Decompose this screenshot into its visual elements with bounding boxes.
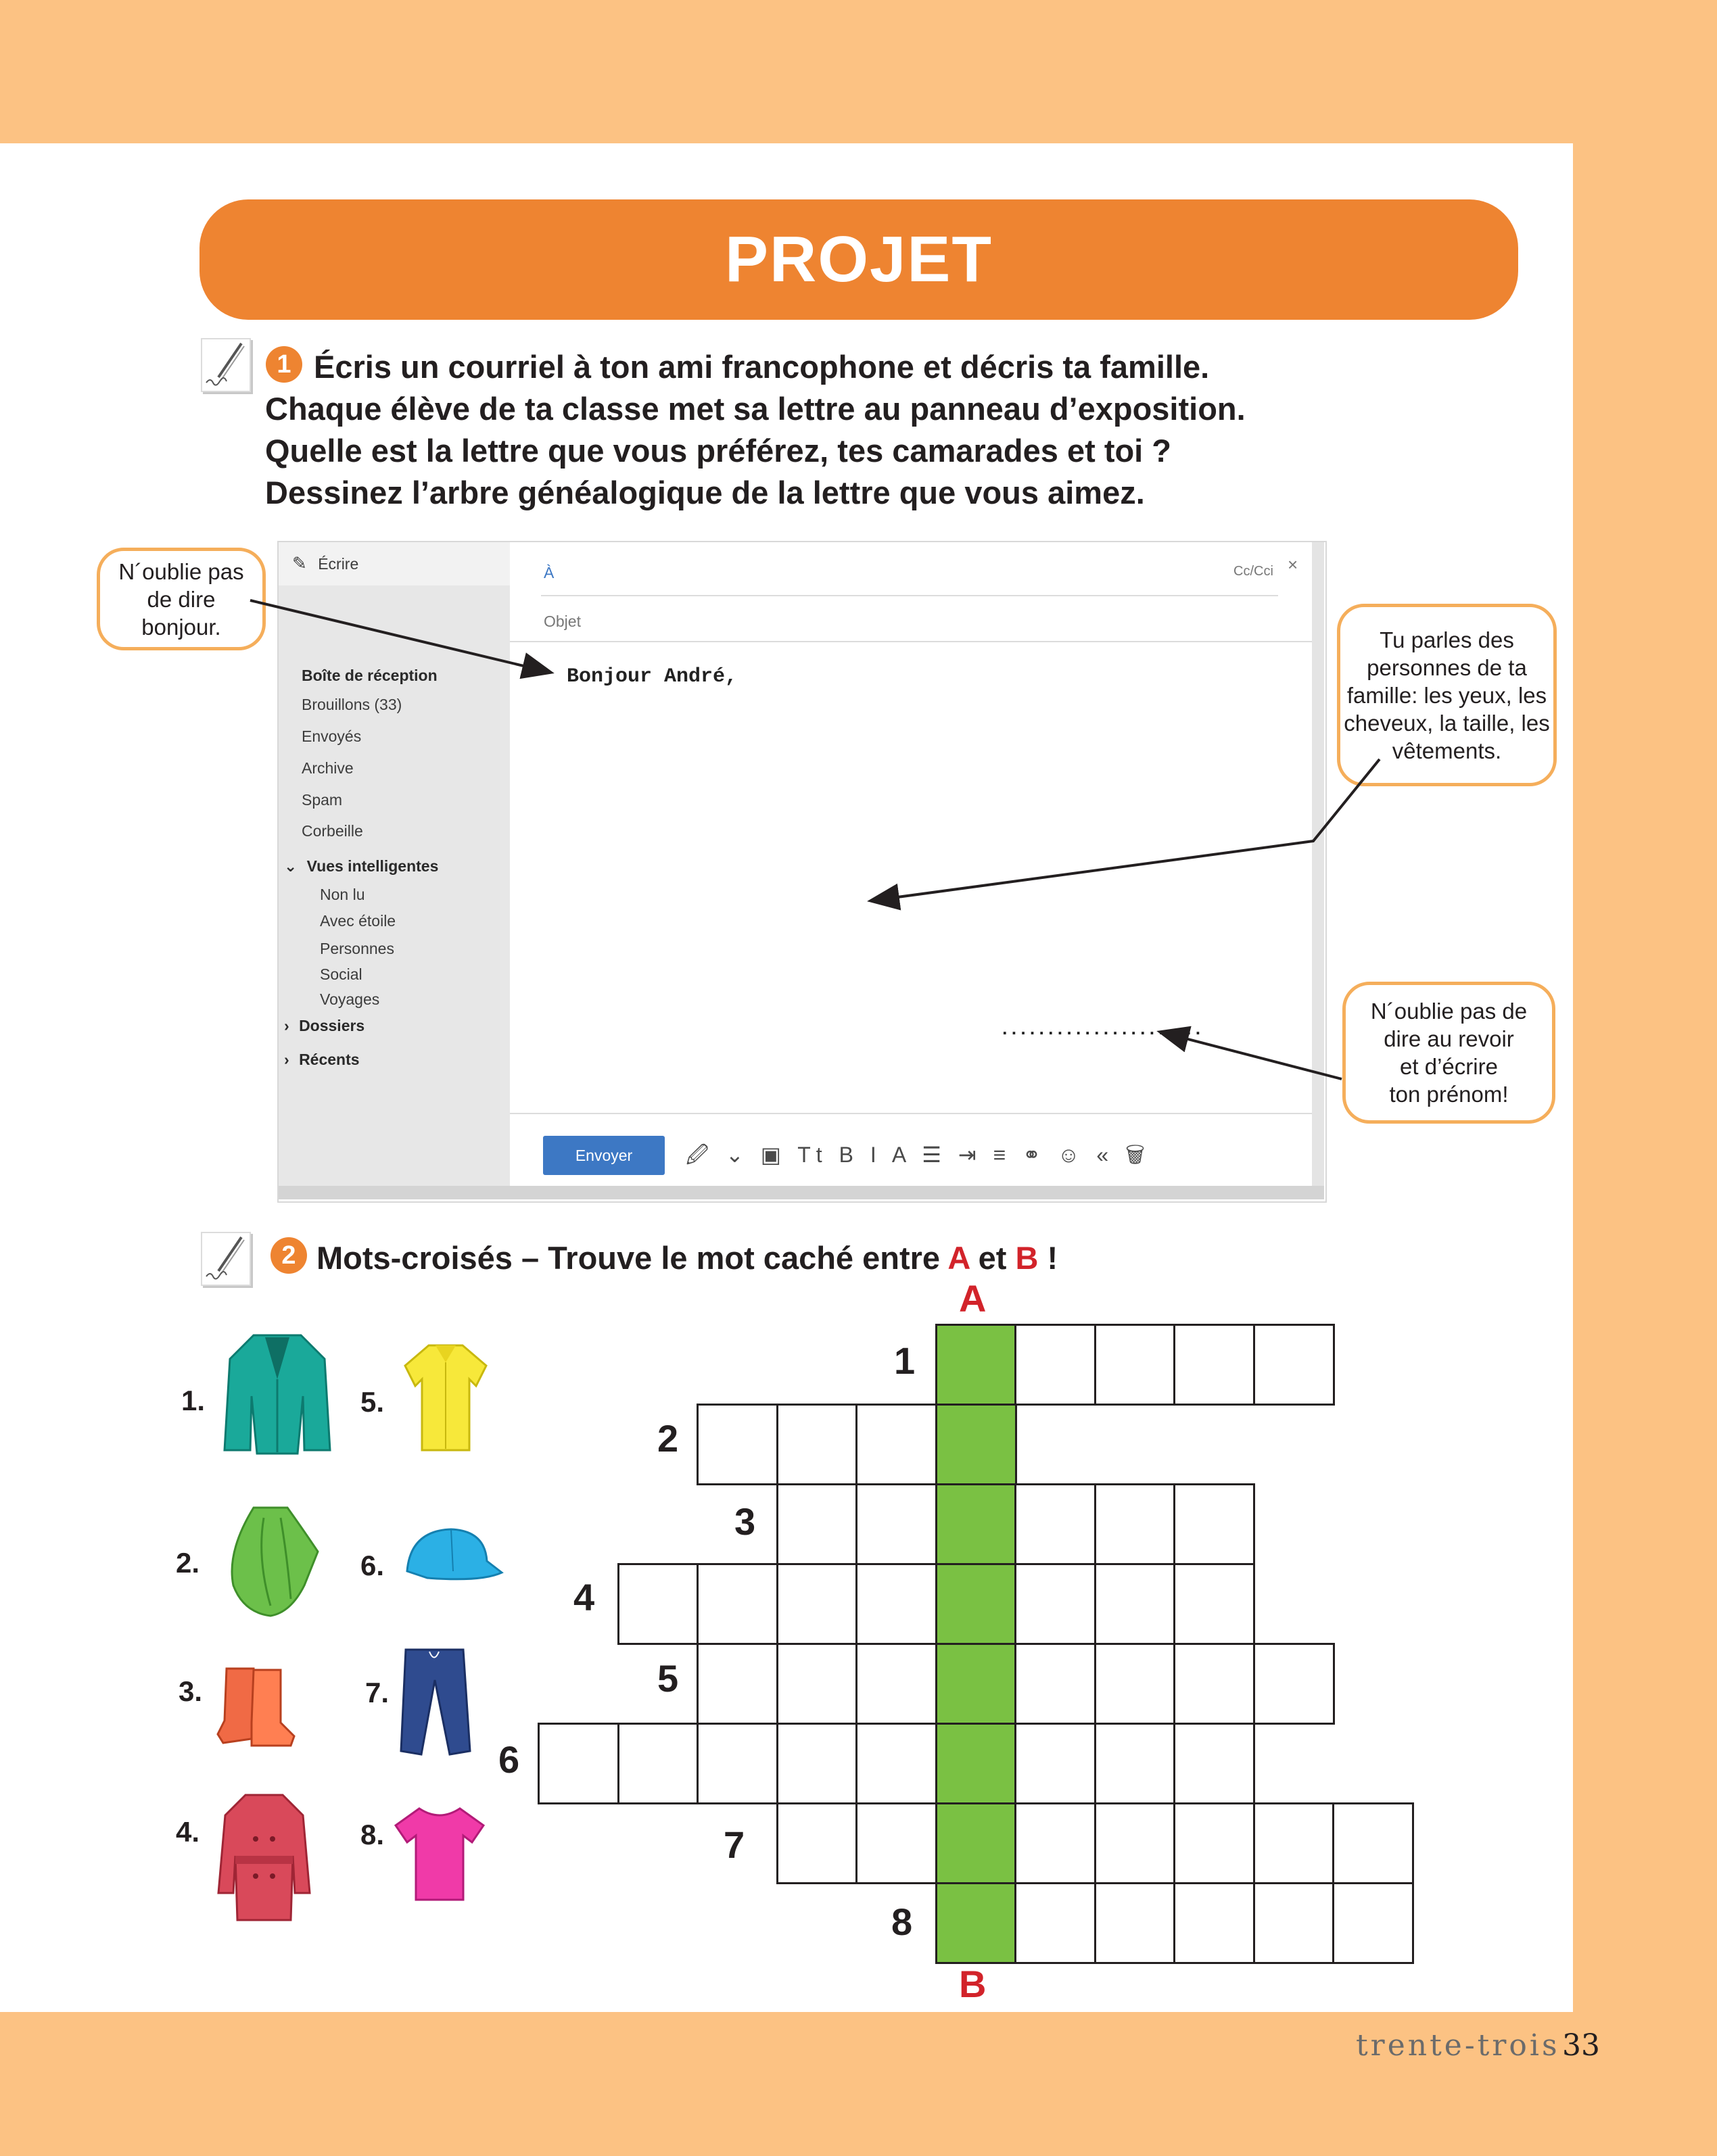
clue-number-4: 4. [176, 1816, 200, 1848]
crossword-hidden-word-cell[interactable] [935, 1324, 1017, 1406]
crossword-hidden-word-cell[interactable] [935, 1483, 1017, 1565]
crossword-cell[interactable] [776, 1723, 858, 1804]
sidebar-item-spam[interactable]: Spam [302, 791, 343, 809]
crossword-cell[interactable] [1173, 1563, 1255, 1645]
exercise-1-number: 1 [266, 346, 302, 383]
callout-describe-line-4: cheveux, la taille, les [1344, 710, 1550, 736]
cap-icon [400, 1524, 505, 1585]
callout-bye-line-1: N´oublie pas de [1370, 999, 1528, 1024]
smart-views-label: Vues intelligentes [306, 857, 439, 875]
coat-icon [215, 1792, 313, 1923]
tshirt-icon [392, 1805, 487, 1903]
sidebar-item-people[interactable]: Personnes [320, 940, 394, 957]
crossword-cell[interactable] [1253, 1882, 1335, 1964]
crossword-cell[interactable] [776, 1643, 858, 1725]
crossword-cell[interactable] [697, 1723, 778, 1804]
subject-field[interactable]: Objet [544, 613, 581, 630]
crossword-cell[interactable] [1094, 1723, 1176, 1804]
exercise-2-number: 2 [271, 1237, 307, 1274]
chevron-down-icon: ⌄ [284, 857, 298, 875]
clue-number-2: 2. [176, 1547, 200, 1579]
email-signoff[interactable]: ...................... [999, 1020, 1202, 1040]
crossword-cell[interactable] [855, 1802, 937, 1884]
clue-number-1: 1. [181, 1385, 206, 1416]
folders-label: Dossiers [299, 1017, 365, 1034]
exercise-1-line-2: Chaque élève de ta classe met sa lettre au panneau d’exposition. [265, 391, 1246, 427]
crossword-marker-b: B [959, 1963, 987, 2005]
sidebar-item-sent[interactable]: Envoyés [302, 727, 362, 745]
crossword-cell[interactable] [1173, 1882, 1255, 1964]
crossword-cell[interactable] [855, 1563, 937, 1645]
crossword-row-label-1: 1 [894, 1339, 916, 1382]
crossword-cell[interactable] [697, 1563, 778, 1645]
close-icon[interactable]: × [1288, 554, 1298, 575]
crossword-cell[interactable] [855, 1643, 937, 1725]
letter-a: A [947, 1240, 970, 1276]
sidebar-item-drafts[interactable]: Brouillons (33) [302, 696, 402, 713]
pencil-edit-icon: ✎ [292, 553, 307, 573]
arrow-to-body [872, 759, 1380, 901]
page-title: PROJET [724, 223, 993, 295]
crossword-row-label-2: 2 [657, 1417, 679, 1460]
to-label[interactable]: À [544, 564, 555, 581]
crossword-cell[interactable] [1173, 1483, 1255, 1565]
crossword-row-label-6: 6 [498, 1738, 520, 1781]
crossword-cell[interactable] [697, 1404, 778, 1485]
crossword-row-label-8: 8 [891, 1900, 913, 1943]
exercise-2-title-text: Mots-croisés – Trouve le mot caché entre [316, 1240, 948, 1276]
footer-page-number: 33 [1562, 2028, 1600, 2063]
clue-number-8: 8. [360, 1819, 385, 1850]
cc-label[interactable]: Cc/Cci [1233, 564, 1273, 579]
sidebar-item-travel[interactable]: Voyages [320, 990, 380, 1008]
email-greeting[interactable]: Bonjour André, [567, 665, 738, 688]
crossword-row-label-5: 5 [657, 1657, 679, 1700]
crossword-cell[interactable] [1332, 1802, 1414, 1884]
crossword-row-label-4: 4 [573, 1576, 595, 1619]
compose-label: Écrire [318, 555, 359, 573]
crossword-cell[interactable] [1014, 1563, 1096, 1645]
crossword-cell[interactable] [1014, 1882, 1096, 1964]
crossword-cell[interactable] [1173, 1643, 1255, 1725]
crossword-cell[interactable] [1014, 1723, 1096, 1804]
exercise-2-title [316, 1237, 1058, 1279]
callout-bye-line-3: et d’écrire [1400, 1054, 1498, 1079]
crossword-cell[interactable] [855, 1404, 937, 1485]
crossword-cell[interactable] [1014, 1324, 1096, 1406]
recent-label: Récents [299, 1051, 360, 1068]
footer-page-word: trente-trois [1356, 2028, 1560, 2063]
boots-icon [210, 1663, 301, 1751]
exercise-1-line-4: Dessinez l’arbre généalogique de la lettre que vous aimez. [265, 475, 1145, 510]
callout-hello-line-1: N´oublie pas [118, 558, 244, 584]
crossword-cell[interactable] [1332, 1882, 1414, 1964]
clue-number-7: 7. [365, 1677, 390, 1708]
crossword-cell[interactable] [1253, 1643, 1335, 1725]
crossword-cell[interactable] [697, 1643, 778, 1725]
arrow-to-signoff [1162, 1032, 1342, 1079]
shirt-icon [402, 1342, 490, 1454]
crossword-cell[interactable] [1173, 1802, 1255, 1884]
callout-describe-line-3: famille: les yeux, les [1346, 682, 1547, 708]
clue-number-5: 5. [360, 1386, 385, 1418]
callout-bye-line-4: ton prénom! [1389, 1082, 1509, 1107]
jacket-icon [223, 1332, 331, 1457]
crossword-hidden-word-cell[interactable] [935, 1404, 1017, 1485]
crossword-cell[interactable] [1014, 1802, 1096, 1884]
crossword-marker-a: A [959, 1277, 987, 1320]
crossword-cell[interactable] [776, 1483, 858, 1565]
clue-number-3: 3. [179, 1675, 203, 1707]
chevron-right-icon: › [284, 1017, 289, 1034]
crossword-cell[interactable] [855, 1723, 937, 1804]
crossword-cell[interactable] [1094, 1483, 1176, 1565]
callout-hello-line-2: de dire [147, 586, 216, 612]
crossword-hidden-word-cell[interactable] [935, 1563, 1017, 1645]
skirt-icon [223, 1504, 321, 1619]
exercise-1-line-3: Quelle est la lettre que vous préférez, tes camarades et toi ? [265, 433, 1172, 469]
letter-b: B [1015, 1240, 1039, 1276]
exercise-1-line-1: Écris un courriel à ton ami francophone et décris ta famille. [314, 349, 1210, 385]
sidebar-item-trash[interactable]: Corbeille [302, 822, 363, 840]
crossword-row-label-7: 7 [724, 1823, 745, 1866]
crossword-cell[interactable] [1173, 1324, 1255, 1406]
clue-number-6: 6. [360, 1550, 385, 1581]
crossword-cell[interactable] [855, 1483, 937, 1565]
callout-bye-line-2: dire au revoir [1384, 1026, 1514, 1051]
crossword-cell[interactable] [776, 1404, 858, 1485]
sidebar-item-archive[interactable]: Archive [302, 759, 354, 777]
crossword-cell[interactable] [617, 1723, 699, 1804]
send-button[interactable]: Envoyer [543, 1136, 665, 1175]
crossword-hidden-word-cell[interactable] [935, 1723, 1017, 1804]
crossword-cell[interactable] [1253, 1324, 1335, 1406]
crossword-hidden-word-cell[interactable] [935, 1643, 1017, 1725]
callout-describe-line-1: Tu parles des [1380, 627, 1514, 652]
crossword-hidden-word-cell[interactable] [935, 1802, 1017, 1884]
crossword-cell[interactable] [1094, 1802, 1176, 1884]
exercise-2-title-end: ! [1038, 1240, 1058, 1276]
crossword-cell[interactable] [1094, 1563, 1176, 1645]
format-toolbar-icons[interactable]: 🖉 ⌄ ▣ Tt B I A ☰ ⇥ ≡ ⚭ ☺ « 🗑 [686, 1143, 1150, 1167]
crossword-cell[interactable] [1253, 1802, 1335, 1884]
crossword-cell[interactable] [1094, 1882, 1176, 1964]
sidebar-item-social[interactable]: Social [320, 965, 362, 983]
pencil-icon [201, 1232, 251, 1286]
callout-describe-line-5: vêtements. [1392, 738, 1502, 763]
crossword-cell[interactable] [1094, 1324, 1176, 1406]
sidebar-item-inbox[interactable]: Boîte de réception [302, 667, 438, 684]
crossword-cell[interactable] [776, 1802, 858, 1884]
sidebar-item-starred[interactable]: Avec étoile [320, 912, 396, 930]
callout-hello-line-3: bonjour. [141, 614, 221, 640]
trousers-icon [396, 1646, 473, 1758]
crossword-cell[interactable] [1094, 1643, 1176, 1725]
crossword-cell[interactable] [776, 1563, 858, 1645]
crossword-hidden-word-cell[interactable] [935, 1882, 1017, 1964]
sidebar-item-unread[interactable]: Non lu [320, 886, 365, 903]
crossword-row-label-3: 3 [734, 1500, 756, 1543]
crossword-cell[interactable] [1173, 1723, 1255, 1804]
crossword-cell[interactable] [617, 1563, 699, 1645]
crossword-cell[interactable] [538, 1723, 619, 1804]
arrow-to-greeting [250, 600, 549, 672]
chevron-right-icon: › [284, 1051, 289, 1068]
crossword-cell[interactable] [1014, 1643, 1096, 1725]
crossword-cell[interactable] [1014, 1483, 1096, 1565]
callout-describe-line-2: personnes de ta [1367, 654, 1527, 680]
exercise-2-title-mid: et [969, 1240, 1016, 1276]
